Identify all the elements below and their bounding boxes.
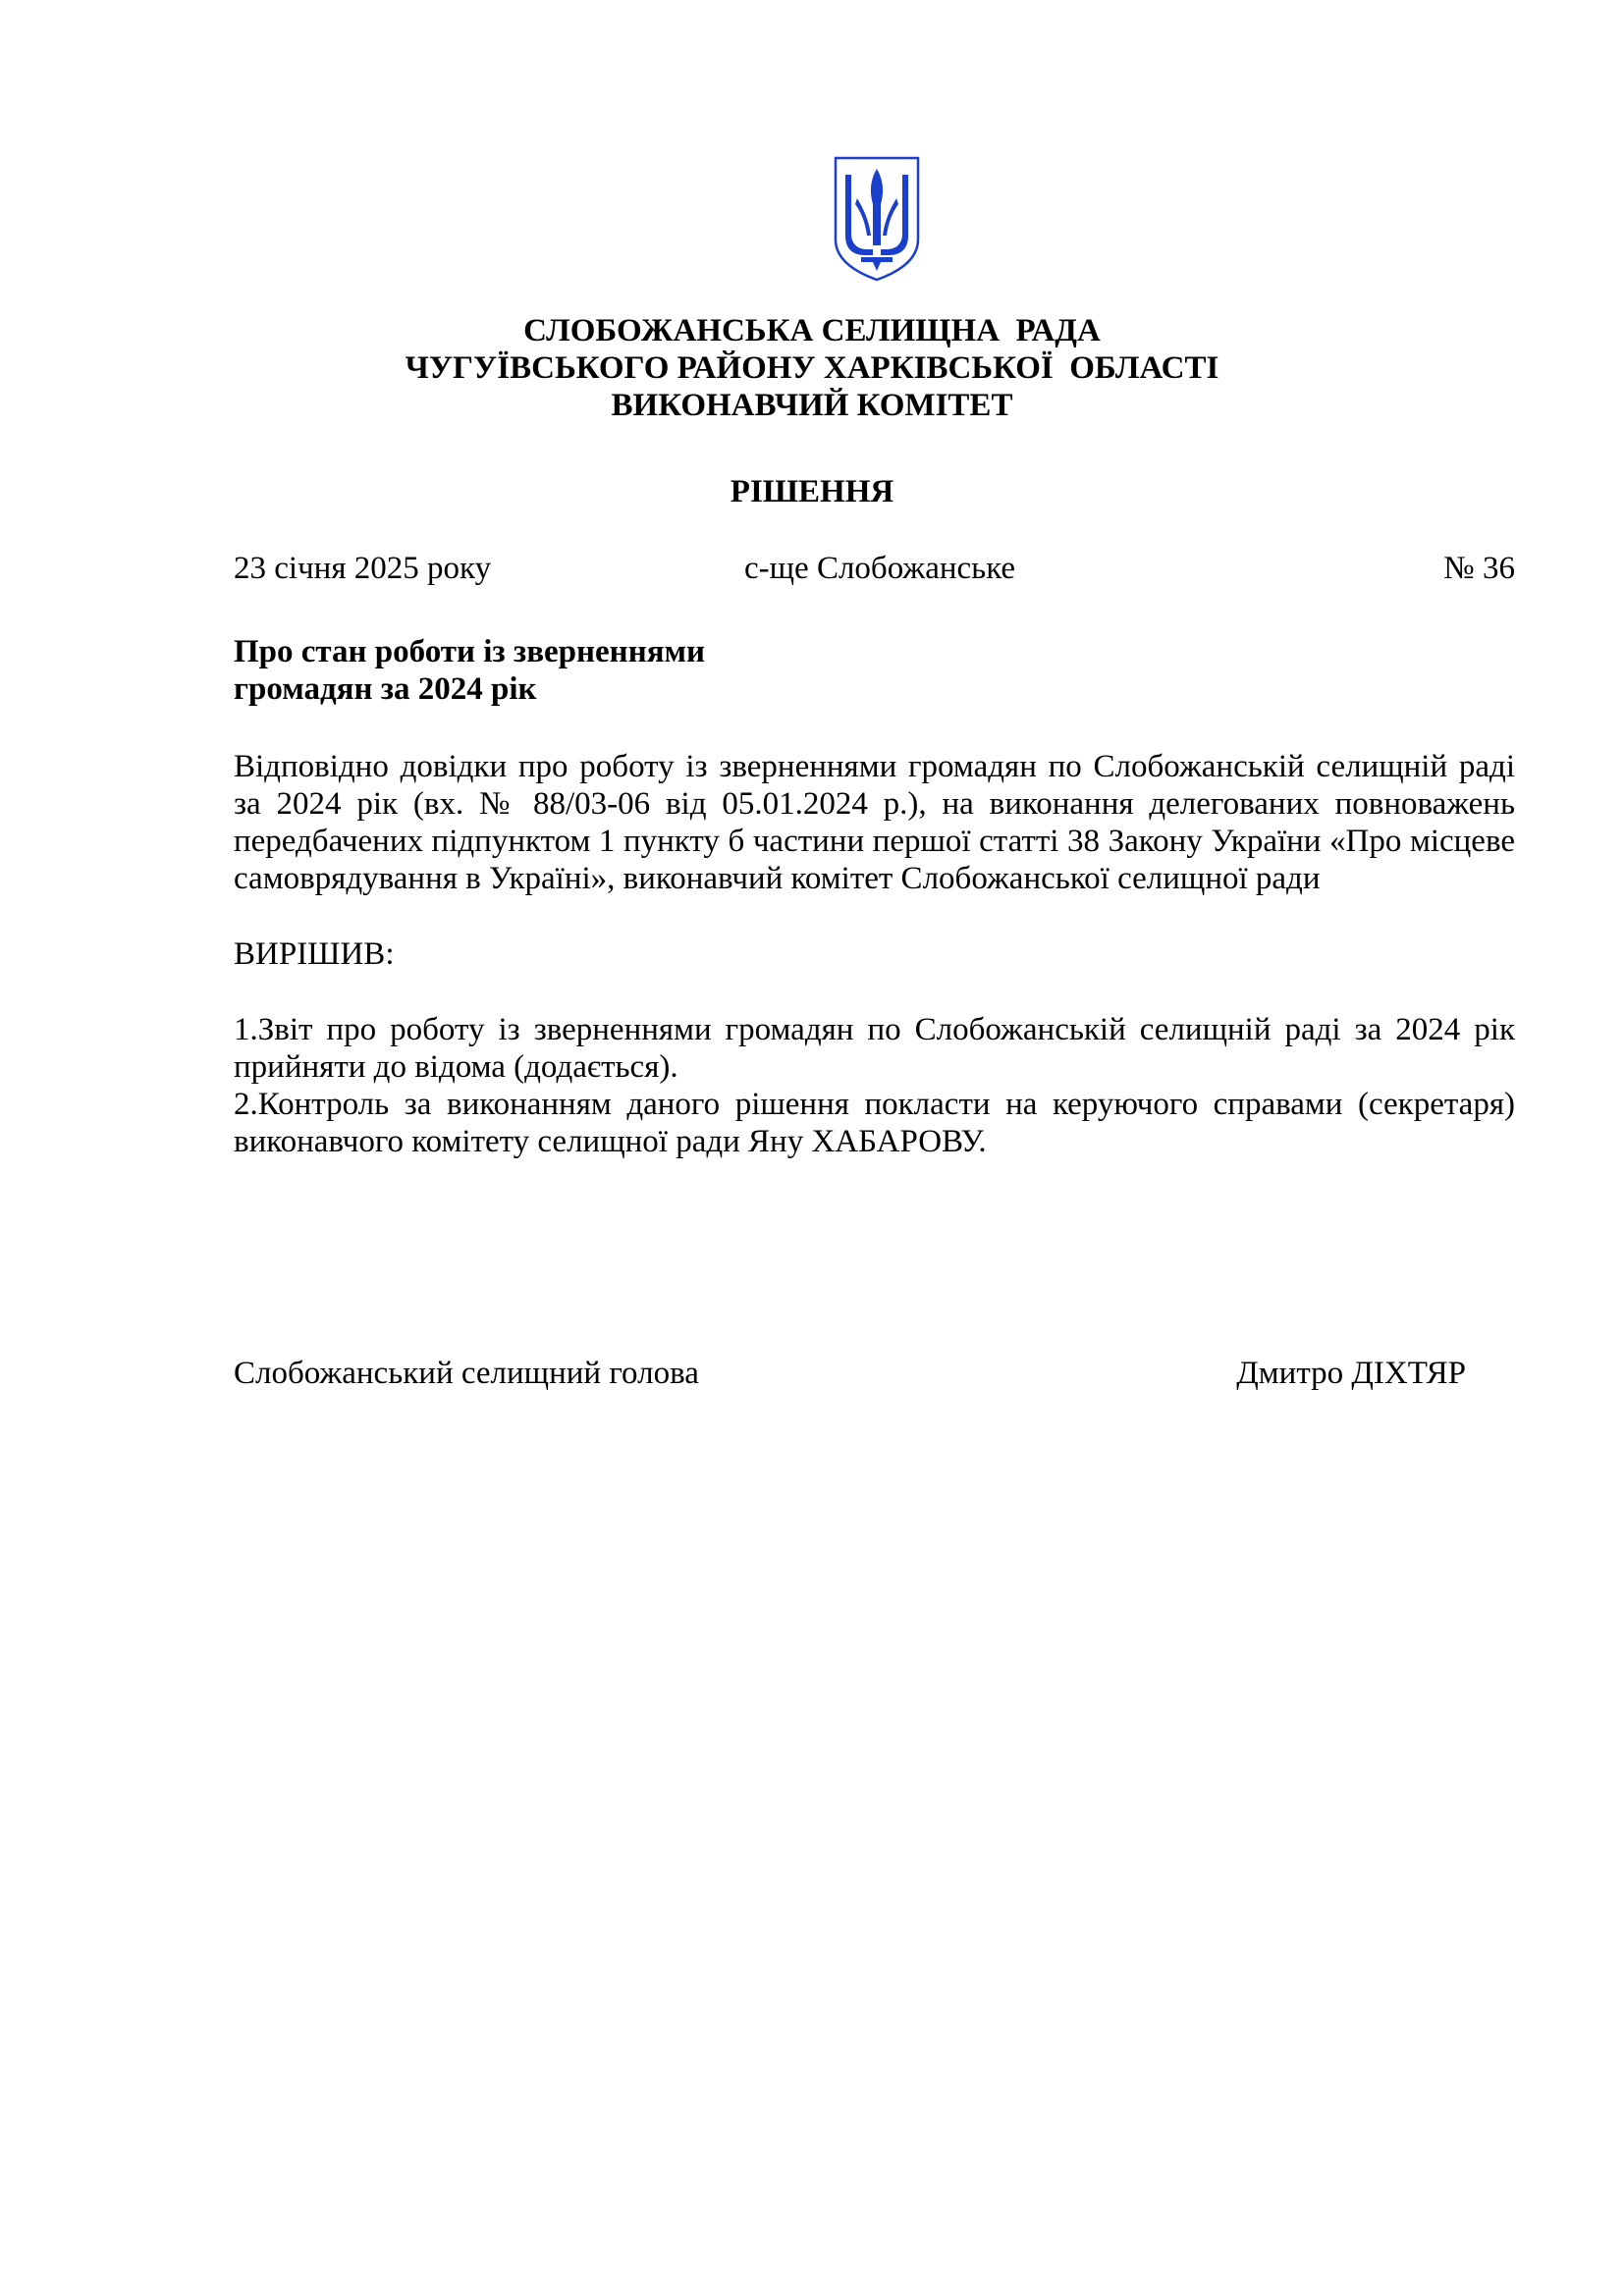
committee-name: ВИКОНАВЧИЙ КОМІТЕТ (611, 388, 1013, 423)
decision-subject (234, 633, 921, 708)
signatory-name: Дмитро ДІХТЯР (1236, 1356, 1466, 1391)
preamble-paragraph: Відповідно довідки про роботу із зверненнями громадян по Слобожанській селищній раді за 2024 рік (вх. № 88/03-06 від 05.01.2024 р.), на виконання делегованих повноважень передбачених підпунктом 1 пункту б частини першої статті 38 Закону України «Про місцеве самоврядування в Україні», виконавчий комітет Слобожанської селищної ради (234, 749, 1515, 896)
subject-line: громадян за 2024 рік (234, 671, 537, 707)
document-meta (234, 550, 1515, 589)
decision-item: 2.Контроль за виконанням даного рішення покласти на керуючого справами (секретаря) виконавчого комітету селищної ради Яну ХАБАРОВУ. (234, 1087, 1515, 1159)
subject-line: Про стан роботи із зверненнями (234, 634, 706, 669)
decided-label: ВИРІШИВ: (234, 936, 395, 972)
document-place: с-ще Слобожанське (744, 551, 1016, 586)
tryzub-coat-of-arms-icon (832, 155, 922, 283)
council-name: СЛОБОЖАНСЬКА СЕЛИЩНА РАДА (523, 313, 1101, 348)
decision-item: 1.Звіт про роботу із зверненнями громадян по Слобожанській селищній раді за 2024 рік прийняти до відома (додається). (234, 1012, 1515, 1085)
district-name: ЧУГУЇВСЬКОГО РАЙОНУ ХАРКІВСЬКОЇ ОБЛАСТІ (405, 350, 1219, 386)
signature-block (234, 1355, 1466, 1394)
decision-items (234, 1011, 1515, 1160)
document-number: № 36 (1443, 551, 1515, 586)
document-date: 23 січня 2025 року (234, 551, 492, 586)
document-type: РІШЕННЯ (730, 474, 894, 509)
council-header (0, 312, 1624, 424)
signatory-position: Слобожанський селищний голова (234, 1356, 699, 1391)
